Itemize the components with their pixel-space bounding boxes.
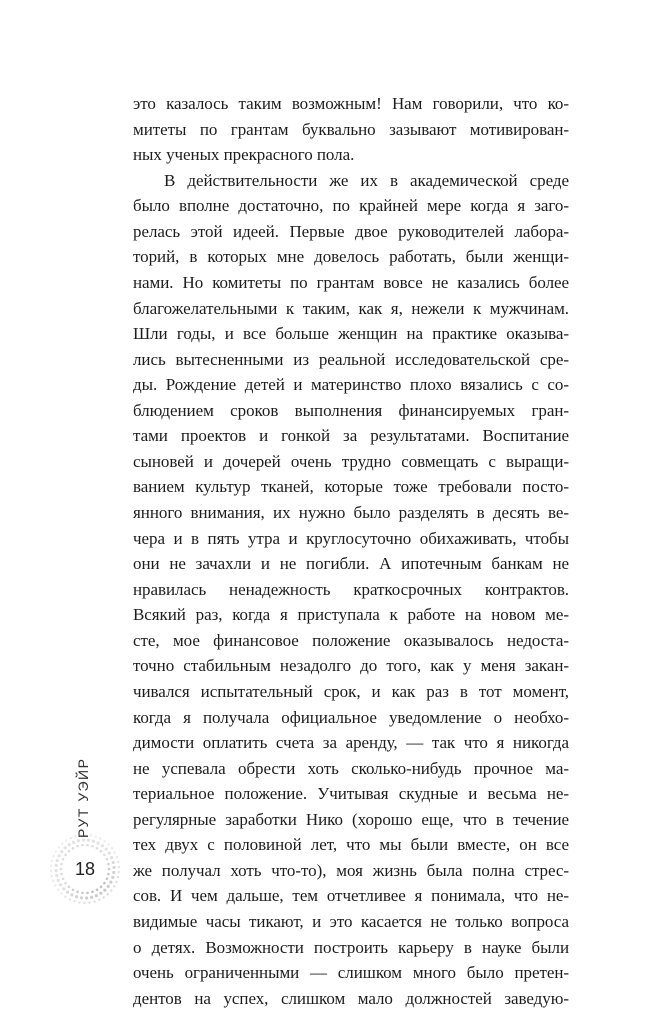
- text-line: это казалось таким возможным! Нам говорили, что ко-: [133, 94, 569, 113]
- text-line: нами. Но комитеты по грантам вовсе не казались более: [133, 272, 569, 292]
- text-line: ных ученых прекрасного пола.: [133, 145, 355, 165]
- text-line: очень ограниченными — слишком много было претен-: [133, 963, 569, 983]
- text-line: лись вытесненными из реальной исследовательской сре-: [133, 349, 569, 369]
- text-line: териальное положение. Учитывая скудные и весьма не-: [133, 784, 569, 804]
- text-line: тами проектов и гонкой за результатами. Воспитание: [133, 426, 569, 446]
- text-line: чера и в пять утра и круглосуточно обихаживать, чтобы: [133, 528, 569, 548]
- text-line: они не зачахли и не погибли. А ипотечным банкам не: [133, 554, 569, 574]
- text-line: Шли годы, и все больше женщин на практике оказыва-: [133, 324, 569, 344]
- text-line: митеты по грантам буквально зазывают мотивирован-: [133, 119, 569, 139]
- text-line: было вполне достаточно, по крайней мере когда я заго-: [133, 196, 569, 216]
- running-head-author: РУТ УЭЙР: [75, 757, 91, 838]
- text-line: блюдением сроков выполнения финансируемых гран-: [133, 400, 569, 420]
- text-line: релась этой идеей. Первые двое руководителей лабора-: [133, 221, 569, 241]
- text-line: торий, в которых мне довелось работать, были женщи-: [133, 247, 569, 267]
- page-number-ornament: [47, 831, 123, 907]
- text-line: сте, мое финансовое положение оказывалось недоста-: [133, 630, 569, 650]
- text-line: когда я получала официальное уведомление о необхо-: [133, 707, 569, 727]
- text-line: чивался испытательный срок, и как раз в тот момент,: [133, 681, 569, 701]
- text-line: дентов на успех, слишком мало должностей заведую-: [133, 988, 569, 1008]
- text-line: не успевала обрести хоть сколько-нибудь прочное ма-: [133, 758, 569, 778]
- text-line: о детях. Возможности построить карьеру в науке были: [133, 937, 569, 957]
- text-line: регулярные заработки Нико (хорошо еще, что в течение: [133, 809, 569, 829]
- text-line: видимые часы тикают, и это касается не только вопроса: [133, 912, 569, 931]
- text-line: сыновей и дочерей очень трудно совмещать с выращи-: [133, 451, 569, 471]
- text-line: благожелательными к таким, как я, нежели к мужчинам.: [133, 298, 569, 318]
- text-line: Всякий раз, когда я приступала к работе на новом ме-: [133, 605, 569, 625]
- text-line: В действительности же их в академической среде: [164, 170, 569, 190]
- text-line: сов. И чем дальше, тем отчетливее я понимала, что не-: [133, 886, 569, 906]
- page-number: 18: [74, 859, 96, 879]
- text-line: ды. Рождение детей и материнство плохо вязались с со-: [133, 375, 569, 395]
- text-line: точно стабильным незадолго до того, как у меня закан-: [133, 656, 569, 676]
- text-line: же получал хоть что-то), моя жизнь была полна стрес-: [133, 860, 569, 880]
- text-line: тех двух с половиной лет, что мы были вместе, он все: [133, 835, 569, 855]
- body-text: [133, 91, 569, 1011]
- text-line: нравилась ненадежность краткосрочных контрактов.: [133, 579, 569, 599]
- text-line: димости оплатить счета за аренду, — так что я никогда: [133, 733, 569, 753]
- text-line: ванием культур тканей, которые тоже требовали посто-: [133, 477, 569, 497]
- text-line: янного внимания, их нужно было разделять в десять ве-: [133, 503, 569, 522]
